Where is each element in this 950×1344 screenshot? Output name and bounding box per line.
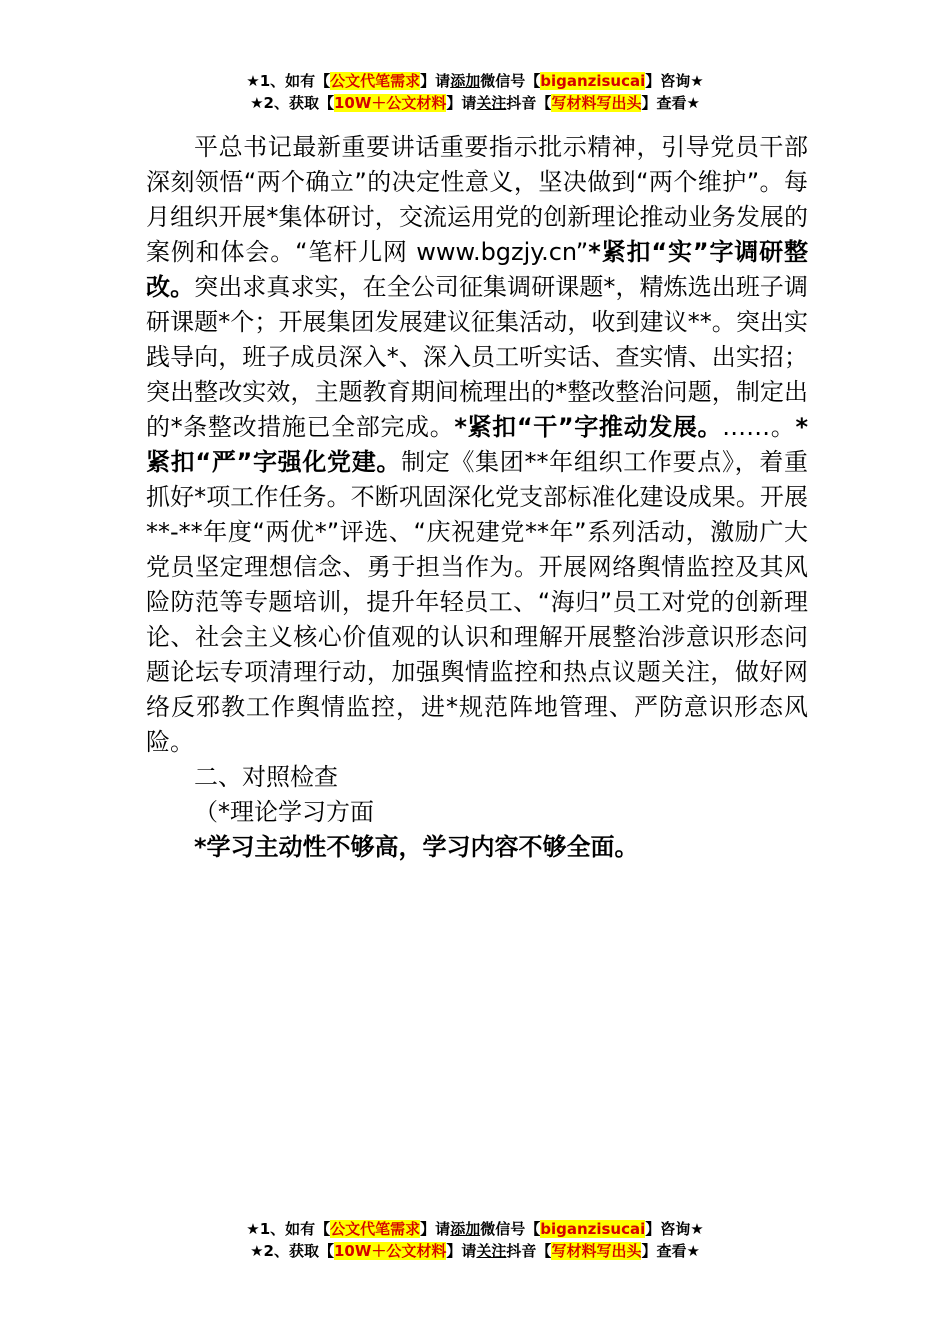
banner-text: ★2、获取【 bbox=[250, 1242, 334, 1260]
issue-item: *学习主动性不够高，学习内容不够全面。 bbox=[194, 833, 639, 861]
banner-highlight: 公文代笔需求 bbox=[330, 72, 421, 90]
banner-highlight: 公文代笔需求 bbox=[330, 1220, 421, 1238]
banner-text: 微信号【 bbox=[480, 1220, 541, 1238]
banner-text: 】咨询★ bbox=[645, 72, 704, 90]
banner-text: ★1、如有【 bbox=[246, 72, 331, 90]
banner-text: 】请 bbox=[446, 1242, 477, 1260]
bold-heading-strict: *紧扣“严”字强化党建。 bbox=[146, 413, 809, 476]
banner-douyin-id: 写材料写出头 bbox=[551, 94, 642, 112]
banner-douyin-id: 写材料写出头 bbox=[551, 1242, 642, 1260]
banner-text: 】请 bbox=[446, 94, 477, 112]
banner-highlight: 10W＋公文材料 bbox=[333, 1242, 447, 1260]
banner-text: 抖音【 bbox=[506, 94, 552, 112]
banner-wechat-id: biganzisucai bbox=[540, 1220, 646, 1238]
banner-line-2 bbox=[0, 92, 950, 114]
banner-text: 】查看★ bbox=[641, 1242, 700, 1260]
banner-line-1 bbox=[0, 70, 950, 92]
banner-line-2 bbox=[0, 1240, 950, 1262]
banner-line-1 bbox=[0, 1218, 950, 1240]
paragraph-text: 突出求真求实，在全公司征集调研课题*，精炼选出班子调研课题*个；开展集团发展建议征集活动，收到建议**。突出实践导向，班子成员深入*、深入员工听实话、查实情、出实招；突出整改实效，主题教育期间梳理出的*整改整治问题，制定出的*条整改措施已全部完成。 bbox=[146, 273, 809, 441]
banner-text: 】咨询★ bbox=[645, 1220, 704, 1238]
document-body bbox=[146, 130, 808, 865]
banner-text: ★1、如有【 bbox=[246, 1220, 331, 1238]
banner-underline: 添加 bbox=[450, 1220, 481, 1238]
section-heading: 二、对照检查 bbox=[194, 763, 338, 791]
body-paragraph bbox=[146, 130, 808, 760]
paragraph-text: 平总书记最新重要讲话重要指示批示精神，引导党员干部深刻领悟“两个确立”的决定性意义，坚决做到“两个维护”。每月组织开展*集体研讨，交流运用党的创新理论推动业务发展的案例和体会。“笔杆儿网 www.bgzjy.cn” bbox=[146, 133, 808, 266]
banner-wechat-id: biganzisucai bbox=[540, 72, 646, 90]
header-banner bbox=[0, 70, 950, 114]
subsection-heading: （*理论学习方面 bbox=[194, 798, 374, 826]
banner-underline: 关注 bbox=[476, 1242, 507, 1260]
banner-underline: 关注 bbox=[476, 94, 507, 112]
banner-highlight: 10W＋公文材料 bbox=[333, 94, 447, 112]
bold-heading-practical: *紧扣“实”字调研整改。 bbox=[146, 238, 808, 301]
banner-text: 】请 bbox=[420, 72, 451, 90]
footer-banner bbox=[0, 1218, 950, 1262]
banner-text: ★2、获取【 bbox=[250, 94, 334, 112]
banner-text: 】查看★ bbox=[641, 94, 700, 112]
banner-text: 抖音【 bbox=[506, 1242, 552, 1260]
paragraph-text: ……。 bbox=[722, 413, 796, 441]
banner-text: 微信号【 bbox=[480, 72, 541, 90]
bold-heading-action: *紧扣“干”字推动发展。 bbox=[454, 413, 723, 441]
banner-underline: 添加 bbox=[450, 72, 481, 90]
banner-text: 】请 bbox=[420, 1220, 451, 1238]
paragraph-text: 制定《集团**年组织工作要点》，着重抓好*项工作任务。不断巩固深化党支部标准化建设成果。开展**-**年度“两优*”评选、“庆祝建党**年”系列活动，激励广大党员坚定理想信念、勇于担当作为。开展网络舆情监控及其风险防范等专题培训，提升年轻员工、“海归”员工对党的创新理论、社会主义核心价值观的认识和理解开展整治涉意识形态问题论坛专项清理行动，加强舆情监控和热点议题关注，做好网络反邪教工作舆情监控，进*规范阵地管理、严防意识形态风险。 bbox=[146, 448, 809, 756]
